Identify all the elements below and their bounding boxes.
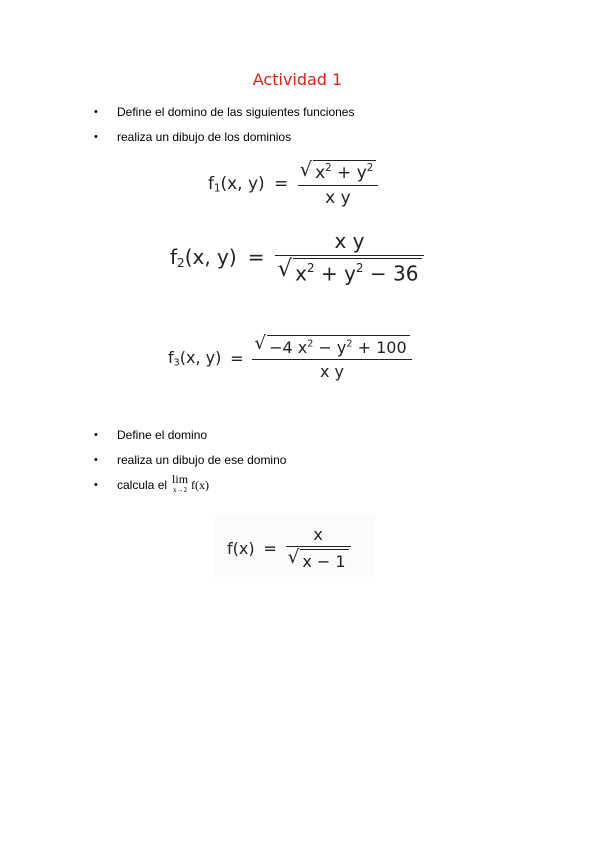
equals-sign: = — [230, 348, 244, 368]
formula-f2 — [170, 229, 424, 285]
square-root: √ $x^2 + y^2 - 36$ — [277, 258, 421, 285]
list-item: • Define el domino de las siguientes funciones — [92, 100, 354, 125]
square-root: √ x − 1 — [288, 549, 349, 571]
list-item: • realiza un dibujo de ese domino — [92, 448, 286, 473]
square-root: √ −4 $x^2 - y^2 + 100$ — [254, 335, 409, 357]
formula-lhs: $f_1(x$, y) — [208, 173, 265, 195]
numerator — [298, 160, 379, 185]
list-item: • calcula el lim x→2 f(x) — [92, 473, 286, 498]
fraction — [252, 335, 411, 381]
denominator: x y — [319, 362, 344, 381]
formula-f1 — [208, 160, 378, 208]
list-item: • realiza un dibujo de los dominios — [92, 125, 354, 150]
numerator — [252, 335, 411, 359]
denominator — [275, 256, 423, 285]
fraction — [286, 525, 351, 571]
instructions-list-1 — [92, 100, 354, 150]
radical-icon: √ — [254, 333, 267, 354]
formula-lhs: $f_3(x$, y) — [168, 347, 222, 369]
instructions-list-2 — [92, 423, 286, 498]
bullet-icon: • — [94, 106, 98, 118]
numerator: x — [313, 525, 323, 544]
formula-f4 — [227, 525, 351, 571]
bullet-icon: • — [94, 454, 98, 466]
list-item: • Define el domino — [92, 423, 286, 448]
equals-sign: = — [247, 245, 265, 270]
bullet-icon: • — [94, 131, 98, 143]
radical-icon: √ — [299, 158, 313, 181]
limit-function: f(x) — [191, 478, 210, 492]
formula-lhs: $f_2(x$, y) — [170, 244, 237, 270]
fraction — [298, 160, 379, 208]
page-title: Actividad 1 — [252, 70, 343, 89]
radical-icon: √ — [277, 256, 293, 282]
denominator — [286, 547, 351, 571]
fraction — [275, 229, 423, 285]
equals-sign: = — [274, 174, 289, 195]
denominator: x y — [325, 188, 351, 209]
limit-expression: lim x→2 — [172, 472, 189, 494]
radical-icon: √ — [287, 547, 300, 568]
square-root: √ $x^2 + y^2$ — [300, 160, 377, 183]
equals-sign: = — [263, 538, 277, 558]
formula-lhs: f(x) — [227, 538, 255, 558]
bullet-icon: • — [94, 429, 98, 441]
numerator: x y — [334, 229, 365, 253]
formula-f3 — [168, 335, 412, 381]
bullet-icon: • — [94, 479, 98, 491]
